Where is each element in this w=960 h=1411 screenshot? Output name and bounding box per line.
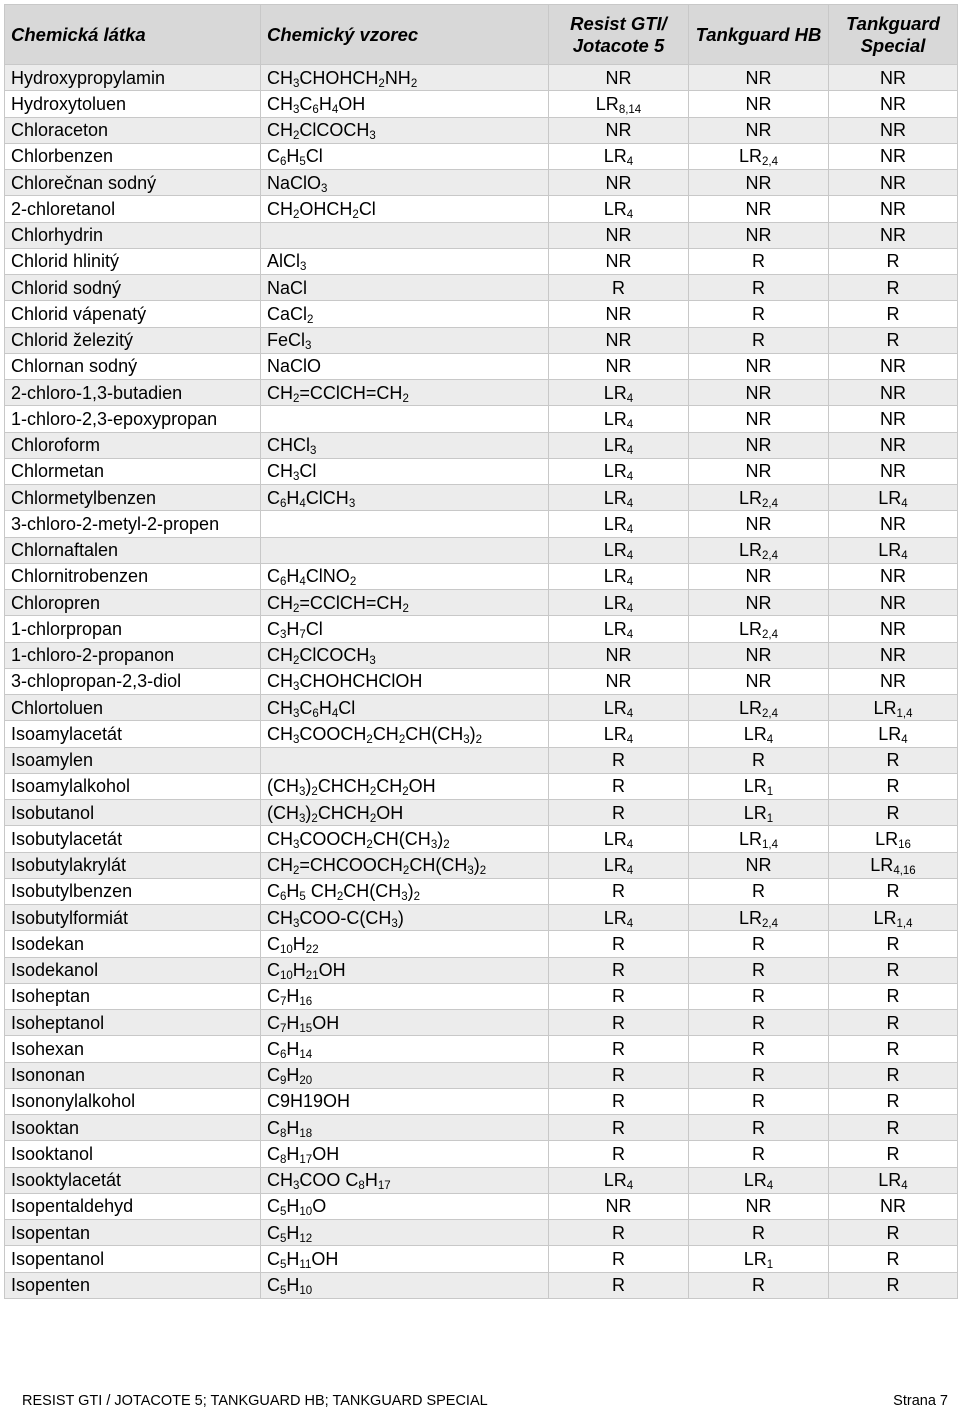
cell-tankguard-special: $LR_{16}$ <box>829 826 958 852</box>
cell-tankguard-hb: R <box>689 1088 829 1114</box>
cell-chemical: 1-chlorpropan <box>5 616 261 642</box>
cell-resist-gti: NR <box>549 65 689 91</box>
cell-chemical: Chlorbenzen <box>5 143 261 169</box>
cell-formula: AlCl$_3$ <box>261 248 549 274</box>
header-tankguard-special: Tankguard Special <box>829 5 958 65</box>
cell-formula: $C_{10}H_{21}OH$ <box>261 957 549 983</box>
cell-tankguard-hb: $LR_1$ <box>689 773 829 799</box>
cell-tankguard-hb: NR <box>689 117 829 143</box>
cell-tankguard-hb: NR <box>689 91 829 117</box>
header-tankguard-hb: Tankguard HB <box>689 5 829 65</box>
cell-resist-gti: R <box>549 1115 689 1141</box>
cell-tankguard-special: $LR_4$ <box>829 485 958 511</box>
table-row <box>5 380 958 406</box>
cell-tankguard-special: $LR_4$ <box>829 1167 958 1193</box>
cell-formula: NaClO <box>261 353 549 379</box>
cell-resist-gti: NR <box>549 1193 689 1219</box>
table-row <box>5 1246 958 1272</box>
cell-chemical: Isobutylbenzen <box>5 878 261 904</box>
cell-tankguard-hb: NR <box>689 380 829 406</box>
cell-formula: $CH_3CHOHCH_2NH_2$ <box>261 65 549 91</box>
cell-formula: $CH_2ClCOCH_3$ <box>261 642 549 668</box>
cell-formula: C9H19OH <box>261 1088 549 1114</box>
table-row <box>5 117 958 143</box>
cell-resist-gti: NR <box>549 353 689 379</box>
cell-chemical: 1-chloro-2,3-epoxypropan <box>5 406 261 432</box>
cell-tankguard-special: NR <box>829 432 958 458</box>
cell-formula: $C_5H_{10}O$ <box>261 1193 549 1219</box>
cell-formula: $CH_3COOCH_2CH_2CH(CH_3)_2$ <box>261 721 549 747</box>
cell-resist-gti: $LR_4$ <box>549 485 689 511</box>
cell-tankguard-hb: $LR_{2,4}$ <box>689 485 829 511</box>
cell-tankguard-hb: $LR_1$ <box>689 1246 829 1272</box>
cell-resist-gti: $LR_4$ <box>549 616 689 642</box>
cell-tankguard-special: NR <box>829 511 958 537</box>
cell-chemical: Isopentaldehyd <box>5 1193 261 1219</box>
cell-chemical: 1-chloro-2-propanon <box>5 642 261 668</box>
cell-tankguard-special: NR <box>829 642 958 668</box>
table-row <box>5 143 958 169</box>
cell-formula: $CH_3CHOHCHClOH$ <box>261 668 549 694</box>
cell-resist-gti: R <box>549 1272 689 1298</box>
table-row <box>5 957 958 983</box>
cell-resist-gti: $LR_4$ <box>549 432 689 458</box>
cell-resist-gti: NR <box>549 668 689 694</box>
table-row <box>5 852 958 878</box>
cell-resist-gti: $LR_4$ <box>549 537 689 563</box>
cell-chemical: Chlornitrobenzen <box>5 563 261 589</box>
cell-formula: $C_5H_{10}$ <box>261 1272 549 1298</box>
cell-resist-gti: R <box>549 747 689 773</box>
cell-resist-gti: $LR_4$ <box>549 905 689 931</box>
cell-resist-gti: R <box>549 1010 689 1036</box>
table-row <box>5 65 958 91</box>
cell-formula: NaCl <box>261 275 549 301</box>
cell-formula: $CH_2=CClCH=CH_2$ <box>261 590 549 616</box>
cell-chemical: Chlortoluen <box>5 695 261 721</box>
cell-resist-gti: $LR_4$ <box>549 590 689 616</box>
cell-formula: $CH_3C_6H_4OH$ <box>261 91 549 117</box>
cell-chemical: Isooktan <box>5 1115 261 1141</box>
cell-resist-gti: NR <box>549 301 689 327</box>
table-row <box>5 511 958 537</box>
cell-tankguard-hb: $LR_{2,4}$ <box>689 905 829 931</box>
cell-formula: $CH_3Cl$ <box>261 458 549 484</box>
cell-tankguard-hb: $LR_{2,4}$ <box>689 695 829 721</box>
cell-formula <box>261 222 549 248</box>
cell-chemical: Isooktylacetát <box>5 1167 261 1193</box>
cell-chemical: Chlornaftalen <box>5 537 261 563</box>
cell-chemical: Chlorid vápenatý <box>5 301 261 327</box>
cell-tankguard-special: R <box>829 1010 958 1036</box>
cell-tankguard-special: R <box>829 1088 958 1114</box>
cell-tankguard-special: R <box>829 983 958 1009</box>
cell-tankguard-special: R <box>829 800 958 826</box>
cell-chemical: Isooktanol <box>5 1141 261 1167</box>
cell-chemical: Chloroform <box>5 432 261 458</box>
cell-tankguard-special: R <box>829 1272 958 1298</box>
cell-chemical: Isodekanol <box>5 957 261 983</box>
cell-resist-gti: $LR_4$ <box>549 1167 689 1193</box>
cell-resist-gti: R <box>549 878 689 904</box>
cell-tankguard-special: $LR_{4,16}$ <box>829 852 958 878</box>
cell-chemical: Isoamylacetát <box>5 721 261 747</box>
cell-tankguard-hb: NR <box>689 458 829 484</box>
table-row <box>5 1193 958 1219</box>
table-row <box>5 170 958 196</box>
table-row <box>5 248 958 274</box>
cell-resist-gti: $LR_4$ <box>549 826 689 852</box>
cell-formula: $(CH_3)_2CHCH_2OH$ <box>261 800 549 826</box>
table-row <box>5 196 958 222</box>
cell-resist-gti: R <box>549 1141 689 1167</box>
cell-tankguard-hb: R <box>689 957 829 983</box>
cell-chemical: Isodekan <box>5 931 261 957</box>
cell-chemical: Chlornan sodný <box>5 353 261 379</box>
cell-chemical: Isohexan <box>5 1036 261 1062</box>
cell-resist-gti: R <box>549 983 689 1009</box>
cell-formula: $CH_2ClCOCH_3$ <box>261 117 549 143</box>
table-row <box>5 1115 958 1141</box>
cell-tankguard-special: NR <box>829 117 958 143</box>
cell-formula: $C_6H_4ClNO_2$ <box>261 563 549 589</box>
cell-tankguard-special: NR <box>829 590 958 616</box>
table-row <box>5 1010 958 1036</box>
cell-chemical: Hydroxypropylamin <box>5 65 261 91</box>
cell-tankguard-special: NR <box>829 170 958 196</box>
cell-resist-gti: $LR_4$ <box>549 721 689 747</box>
cell-resist-gti: NR <box>549 248 689 274</box>
cell-resist-gti: R <box>549 1220 689 1246</box>
cell-tankguard-hb: R <box>689 983 829 1009</box>
cell-formula: $C_9H_{20}$ <box>261 1062 549 1088</box>
cell-chemical: Isopenten <box>5 1272 261 1298</box>
cell-tankguard-special: NR <box>829 222 958 248</box>
cell-tankguard-hb: $LR_{1,4}$ <box>689 826 829 852</box>
cell-formula: $(CH_3)_2CHCH_2CH_2OH$ <box>261 773 549 799</box>
cell-resist-gti: R <box>549 1036 689 1062</box>
cell-chemical: Isononylalkohol <box>5 1088 261 1114</box>
cell-tankguard-special: R <box>829 1141 958 1167</box>
cell-tankguard-special: R <box>829 1036 958 1062</box>
table-row <box>5 878 958 904</box>
cell-chemical: Isobutylakrylát <box>5 852 261 878</box>
cell-chemical: Isopentan <box>5 1220 261 1246</box>
cell-tankguard-special: $LR_4$ <box>829 537 958 563</box>
cell-tankguard-hb: $LR_4$ <box>689 721 829 747</box>
cell-resist-gti: R <box>549 931 689 957</box>
cell-tankguard-special: NR <box>829 143 958 169</box>
cell-formula <box>261 406 549 432</box>
page-footer <box>22 1393 948 1409</box>
table-row <box>5 1220 958 1246</box>
cell-tankguard-hb: NR <box>689 222 829 248</box>
cell-resist-gti: $LR_4$ <box>549 143 689 169</box>
cell-tankguard-hb: NR <box>689 65 829 91</box>
cell-chemical: 2-chloro-1,3-butadien <box>5 380 261 406</box>
cell-chemical: 3-chlopropan-2,3-diol <box>5 668 261 694</box>
table-row <box>5 91 958 117</box>
cell-tankguard-hb: $LR_{2,4}$ <box>689 616 829 642</box>
cell-tankguard-hb: $LR_{2,4}$ <box>689 537 829 563</box>
header-row <box>5 5 958 65</box>
table-row <box>5 747 958 773</box>
cell-chemical: 3-chloro-2-metyl-2-propen <box>5 511 261 537</box>
cell-resist-gti: R <box>549 773 689 799</box>
cell-tankguard-hb: $LR_1$ <box>689 800 829 826</box>
cell-tankguard-special: NR <box>829 406 958 432</box>
table-row <box>5 1036 958 1062</box>
cell-tankguard-special: NR <box>829 458 958 484</box>
cell-resist-gti: NR <box>549 170 689 196</box>
table-row <box>5 983 958 1009</box>
table-row <box>5 458 958 484</box>
header-chemical: Chemická látka <box>5 5 261 65</box>
cell-tankguard-hb: R <box>689 1062 829 1088</box>
cell-chemical: Isobutylacetát <box>5 826 261 852</box>
table-row <box>5 695 958 721</box>
table-row <box>5 773 958 799</box>
cell-resist-gti: R <box>549 957 689 983</box>
cell-tankguard-hb: R <box>689 248 829 274</box>
cell-tankguard-special: NR <box>829 91 958 117</box>
cell-tankguard-special: R <box>829 327 958 353</box>
cell-tankguard-special: R <box>829 1220 958 1246</box>
cell-resist-gti: NR <box>549 327 689 353</box>
table-row <box>5 826 958 852</box>
cell-formula: $C_8H_{17}OH$ <box>261 1141 549 1167</box>
cell-formula <box>261 747 549 773</box>
table-row <box>5 353 958 379</box>
cell-formula: $C_6H_5$ $CH_2CH(CH_3)_2$ <box>261 878 549 904</box>
table-row <box>5 668 958 694</box>
table-row <box>5 563 958 589</box>
cell-tankguard-hb: NR <box>689 170 829 196</box>
cell-tankguard-special: R <box>829 773 958 799</box>
table-row <box>5 1141 958 1167</box>
table-row <box>5 721 958 747</box>
cell-formula: $C_{10}H_{22}$ <box>261 931 549 957</box>
cell-tankguard-special: R <box>829 1062 958 1088</box>
cell-resist-gti: $LR_4$ <box>549 511 689 537</box>
cell-resist-gti: R <box>549 275 689 301</box>
table-row <box>5 537 958 563</box>
cell-tankguard-hb: NR <box>689 852 829 878</box>
footer-title: RESIST GTI / JOTACOTE 5; TANKGUARD HB; TANKGUARD SPECIAL <box>22 1393 488 1409</box>
cell-formula: $CH_3COO$ $C_8H_{17}$ <box>261 1167 549 1193</box>
cell-formula: $C_5H_{12}$ <box>261 1220 549 1246</box>
cell-tankguard-special: $LR_{1,4}$ <box>829 905 958 931</box>
cell-chemical: Chloraceton <box>5 117 261 143</box>
cell-resist-gti: $LR_4$ <box>549 458 689 484</box>
cell-tankguard-hb: NR <box>689 432 829 458</box>
cell-chemical: Chlormetan <box>5 458 261 484</box>
cell-tankguard-special: NR <box>829 616 958 642</box>
cell-chemical: Chlormetylbenzen <box>5 485 261 511</box>
table-row <box>5 1062 958 1088</box>
cell-chemical: 2-chloretanol <box>5 196 261 222</box>
cell-tankguard-special: R <box>829 957 958 983</box>
cell-chemical: Isoheptanol <box>5 1010 261 1036</box>
cell-chemical: Isononan <box>5 1062 261 1088</box>
table-row <box>5 275 958 301</box>
cell-tankguard-hb: NR <box>689 353 829 379</box>
cell-chemical: Isobutanol <box>5 800 261 826</box>
cell-tankguard-special: NR <box>829 353 958 379</box>
cell-formula: $CH_2=CHCOOCH_2CH(CH_3)_2$ <box>261 852 549 878</box>
cell-resist-gti: NR <box>549 117 689 143</box>
page-number: Strana 7 <box>893 1393 948 1409</box>
cell-resist-gti: NR <box>549 642 689 668</box>
cell-chemical: Chlorid železitý <box>5 327 261 353</box>
cell-formula: $C_7H_{15}OH$ <box>261 1010 549 1036</box>
header-resist-gti: Resist GTI/ Jotacote 5 <box>549 5 689 65</box>
table-row <box>5 931 958 957</box>
cell-formula: $C_5H_{11}OH$ <box>261 1246 549 1272</box>
cell-formula: $C_6H_5Cl$ <box>261 143 549 169</box>
cell-resist-gti: R <box>549 1246 689 1272</box>
cell-resist-gti: $LR_4$ <box>549 406 689 432</box>
cell-formula <box>261 537 549 563</box>
table-row <box>5 485 958 511</box>
table-row <box>5 800 958 826</box>
cell-chemical: Chlorid sodný <box>5 275 261 301</box>
table-row <box>5 432 958 458</box>
cell-formula: $C_8H_{18}$ <box>261 1115 549 1141</box>
resistance-table <box>4 4 958 1299</box>
cell-formula: $CH_2OHCH_2Cl$ <box>261 196 549 222</box>
cell-chemical: Isopentanol <box>5 1246 261 1272</box>
cell-tankguard-hb: R <box>689 1220 829 1246</box>
table-row <box>5 301 958 327</box>
cell-tankguard-special: R <box>829 747 958 773</box>
cell-formula: FeCl$_3$ <box>261 327 549 353</box>
table-row <box>5 642 958 668</box>
cell-resist-gti: $LR_4$ <box>549 695 689 721</box>
cell-resist-gti: $LR_4$ <box>549 196 689 222</box>
cell-tankguard-special: R <box>829 1115 958 1141</box>
cell-tankguard-special: NR <box>829 563 958 589</box>
cell-tankguard-hb: R <box>689 1036 829 1062</box>
cell-tankguard-special: $LR_4$ <box>829 721 958 747</box>
cell-tankguard-special: NR <box>829 668 958 694</box>
cell-resist-gti: R <box>549 800 689 826</box>
table-row <box>5 1167 958 1193</box>
cell-tankguard-hb: R <box>689 931 829 957</box>
cell-resist-gti: NR <box>549 222 689 248</box>
cell-tankguard-hb: NR <box>689 590 829 616</box>
table-row <box>5 616 958 642</box>
table-row <box>5 590 958 616</box>
cell-formula: $CH_3COOCH_2CH(CH_3)_2$ <box>261 826 549 852</box>
cell-tankguard-hb: $LR_{2,4}$ <box>689 143 829 169</box>
cell-resist-gti: R <box>549 1062 689 1088</box>
cell-chemical: Hydroxytoluen <box>5 91 261 117</box>
table-row <box>5 327 958 353</box>
cell-tankguard-hb: R <box>689 1272 829 1298</box>
cell-tankguard-hb: NR <box>689 668 829 694</box>
cell-tankguard-special: NR <box>829 196 958 222</box>
cell-chemical: Isoheptan <box>5 983 261 1009</box>
table-row <box>5 1088 958 1114</box>
cell-tankguard-special: NR <box>829 1193 958 1219</box>
cell-chemical: Chloropren <box>5 590 261 616</box>
cell-tankguard-special: $LR_{1,4}$ <box>829 695 958 721</box>
cell-resist-gti: $LR_4$ <box>549 563 689 589</box>
cell-formula: $CH_3C_6H_4Cl$ <box>261 695 549 721</box>
cell-formula <box>261 511 549 537</box>
cell-tankguard-special: R <box>829 931 958 957</box>
cell-formula: NaClO$_3$ <box>261 170 549 196</box>
cell-formula: CaCl$_2$ <box>261 301 549 327</box>
cell-tankguard-hb: NR <box>689 511 829 537</box>
header-formula: Chemický vzorec <box>261 5 549 65</box>
cell-resist-gti: $LR_{8,14}$ <box>549 91 689 117</box>
cell-tankguard-hb: R <box>689 1141 829 1167</box>
table-row <box>5 222 958 248</box>
cell-resist-gti: R <box>549 1088 689 1114</box>
cell-chemical: Isoamylalkohol <box>5 773 261 799</box>
cell-chemical: Isobutylformiát <box>5 905 261 931</box>
cell-formula: $C_7H_{16}$ <box>261 983 549 1009</box>
cell-tankguard-hb: R <box>689 1115 829 1141</box>
cell-chemical: Chlorid hlinitý <box>5 248 261 274</box>
cell-tankguard-special: R <box>829 275 958 301</box>
cell-tankguard-hb: R <box>689 1010 829 1036</box>
cell-tankguard-hb: $LR_4$ <box>689 1167 829 1193</box>
table-row <box>5 406 958 432</box>
cell-resist-gti: $LR_4$ <box>549 852 689 878</box>
cell-formula: $CH_2=CClCH=CH_2$ <box>261 380 549 406</box>
cell-tankguard-special: R <box>829 248 958 274</box>
cell-tankguard-hb: NR <box>689 642 829 668</box>
table-row <box>5 1272 958 1298</box>
cell-formula: CHCl$_3$ <box>261 432 549 458</box>
cell-tankguard-hb: R <box>689 747 829 773</box>
cell-tankguard-special: NR <box>829 65 958 91</box>
cell-formula: $CH_3COO-C(CH_3)$ <box>261 905 549 931</box>
cell-tankguard-hb: R <box>689 878 829 904</box>
table-body <box>5 65 958 1299</box>
cell-formula: $C_6H_4ClCH_3$ <box>261 485 549 511</box>
cell-tankguard-hb: NR <box>689 406 829 432</box>
cell-tankguard-hb: R <box>689 301 829 327</box>
cell-tankguard-hb: R <box>689 327 829 353</box>
cell-tankguard-hb: NR <box>689 196 829 222</box>
cell-tankguard-hb: NR <box>689 1193 829 1219</box>
cell-tankguard-hb: NR <box>689 563 829 589</box>
cell-tankguard-special: R <box>829 1246 958 1272</box>
cell-chemical: Chlorečnan sodný <box>5 170 261 196</box>
cell-tankguard-special: R <box>829 878 958 904</box>
cell-tankguard-special: NR <box>829 380 958 406</box>
cell-chemical: Chlorhydrin <box>5 222 261 248</box>
cell-tankguard-special: R <box>829 301 958 327</box>
cell-tankguard-hb: R <box>689 275 829 301</box>
table-row <box>5 905 958 931</box>
cell-resist-gti: $LR_4$ <box>549 380 689 406</box>
cell-formula: $C_3H_7Cl$ <box>261 616 549 642</box>
cell-chemical: Isoamylen <box>5 747 261 773</box>
cell-formula: $C_6H_{14}$ <box>261 1036 549 1062</box>
